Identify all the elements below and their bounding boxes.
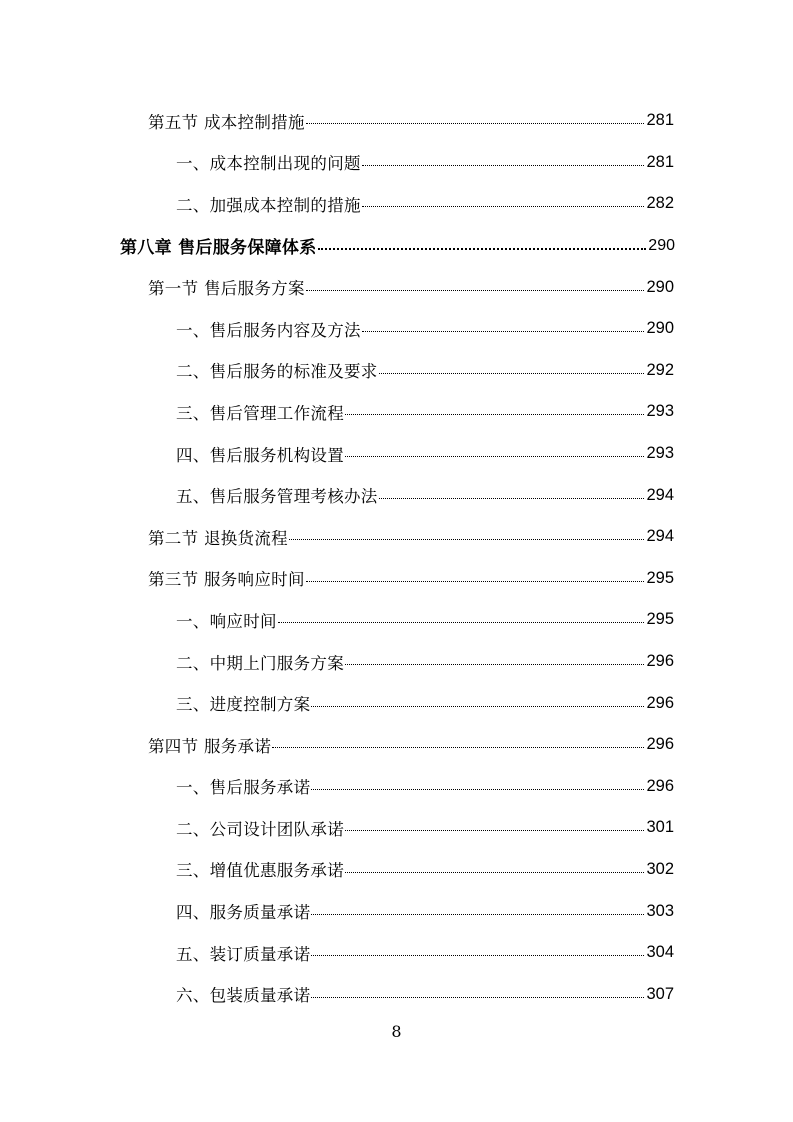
toc-dot-leader	[345, 654, 644, 665]
toc-entry-page: 282	[646, 194, 674, 213]
toc-dot-leader	[345, 404, 644, 415]
toc-entry-page: 303	[646, 901, 674, 920]
toc-subsection-entry[interactable]	[176, 433, 674, 475]
toc-dot-leader	[306, 571, 645, 582]
toc-subsection-entry[interactable]	[176, 350, 674, 392]
toc-entry-label: 五、售后服务管理考核办法	[176, 483, 379, 507]
toc-entry-label: 一、售后服务内容及方法	[176, 317, 362, 341]
toc-entry-label: 第四节 服务承诺	[148, 733, 272, 757]
toc-dot-leader	[362, 155, 645, 166]
toc-dot-leader	[311, 987, 644, 998]
toc-entry-label: 三、售后管理工作流程	[176, 400, 345, 424]
toc-dot-leader	[311, 904, 644, 915]
toc-dot-leader	[362, 321, 645, 332]
toc-subsection-entry[interactable]	[176, 932, 674, 974]
toc-entry-label: 四、服务质量承诺	[176, 899, 311, 923]
toc-entry-page: 304	[646, 943, 674, 962]
toc-subsection-entry[interactable]	[176, 308, 674, 350]
toc-section-entry[interactable]	[148, 266, 674, 308]
toc-entry-label: 二、售后服务的标准及要求	[176, 358, 379, 382]
toc-entry-page: 290	[646, 277, 674, 296]
toc-entry-label: 二、公司设计团队承诺	[176, 816, 345, 840]
toc-dot-leader	[272, 737, 644, 748]
toc-entry-label: 一、响应时间	[176, 608, 278, 632]
toc-entry-label: 三、进度控制方案	[176, 691, 311, 715]
page-number: 8	[391, 1022, 402, 1041]
toc-entry-label: 第八章 售后服务保障体系	[120, 233, 318, 258]
toc-subsection-entry[interactable]	[176, 849, 674, 891]
toc-entry-page: 281	[646, 111, 674, 130]
toc-entry-page: 290	[646, 319, 674, 338]
toc-entry-label: 一、成本控制出现的问题	[176, 150, 362, 174]
toc-section-entry[interactable]	[148, 516, 674, 558]
toc-entry-label: 五、装订质量承诺	[176, 941, 311, 965]
toc-subsection-entry[interactable]	[176, 890, 674, 932]
toc-dot-leader	[289, 529, 645, 540]
toc-dot-leader	[311, 779, 644, 790]
toc-dot-leader	[345, 862, 644, 873]
toc-dot-leader	[311, 696, 644, 707]
toc-entry-page: 293	[646, 402, 674, 421]
toc-subsection-entry[interactable]	[176, 391, 674, 433]
toc-subsection-entry[interactable]	[176, 766, 674, 808]
toc-dot-leader	[318, 238, 647, 250]
toc-entry-page: 296	[646, 735, 674, 754]
toc-subsection-entry[interactable]	[176, 142, 674, 184]
toc-section-entry[interactable]	[148, 100, 674, 142]
toc-entry-label: 一、售后服务承诺	[176, 774, 311, 798]
toc-section-entry[interactable]	[148, 724, 674, 766]
toc-subsection-entry[interactable]	[176, 807, 674, 849]
toc-entry-page: 292	[646, 360, 674, 379]
toc-entry-label: 第一节 售后服务方案	[148, 275, 306, 299]
toc-entry-page: 281	[646, 152, 674, 171]
toc-entry-page: 307	[646, 984, 674, 1003]
toc-entry-page: 296	[646, 776, 674, 795]
toc-subsection-entry[interactable]	[176, 973, 674, 1015]
toc-subsection-entry[interactable]	[176, 641, 674, 683]
table-of-contents	[0, 100, 793, 1015]
toc-entry-page: 301	[646, 818, 674, 837]
toc-dot-leader	[345, 820, 644, 831]
toc-entry-page: 293	[646, 444, 674, 463]
toc-entry-label: 第三节 服务响应时间	[148, 566, 306, 590]
toc-dot-leader	[278, 612, 645, 623]
toc-entry-label: 四、售后服务机构设置	[176, 442, 345, 466]
toc-subsection-entry[interactable]	[176, 474, 674, 516]
toc-subsection-entry[interactable]	[176, 599, 674, 641]
toc-entry-page: 302	[646, 859, 674, 878]
toc-chapter-entry[interactable]	[120, 225, 675, 267]
toc-entry-page: 294	[646, 527, 674, 546]
toc-entry-label: 二、加强成本控制的措施	[176, 192, 362, 216]
toc-dot-leader	[306, 113, 645, 124]
toc-entry-page: 296	[646, 693, 674, 712]
toc-entry-label: 六、包装质量承诺	[176, 982, 311, 1006]
toc-entry-label: 二、中期上门服务方案	[176, 650, 345, 674]
toc-dot-leader	[362, 196, 645, 207]
toc-dot-leader	[306, 280, 645, 291]
toc-entry-label: 第二节 退换货流程	[148, 525, 289, 549]
toc-entry-page: 294	[646, 485, 674, 504]
toc-subsection-entry[interactable]	[176, 183, 674, 225]
toc-entry-page: 296	[646, 652, 674, 671]
toc-entry-label: 三、增值优惠服务承诺	[176, 857, 345, 881]
toc-entry-page: 295	[646, 568, 674, 587]
toc-dot-leader	[345, 446, 644, 457]
toc-dot-leader	[311, 945, 644, 956]
toc-subsection-entry[interactable]	[176, 682, 674, 724]
toc-entry-page: 290	[648, 236, 675, 254]
toc-entry-page: 295	[646, 610, 674, 629]
toc-dot-leader	[379, 363, 645, 374]
toc-section-entry[interactable]	[148, 558, 674, 600]
toc-entry-label: 第五节 成本控制措施	[148, 109, 306, 133]
toc-dot-leader	[379, 488, 645, 499]
